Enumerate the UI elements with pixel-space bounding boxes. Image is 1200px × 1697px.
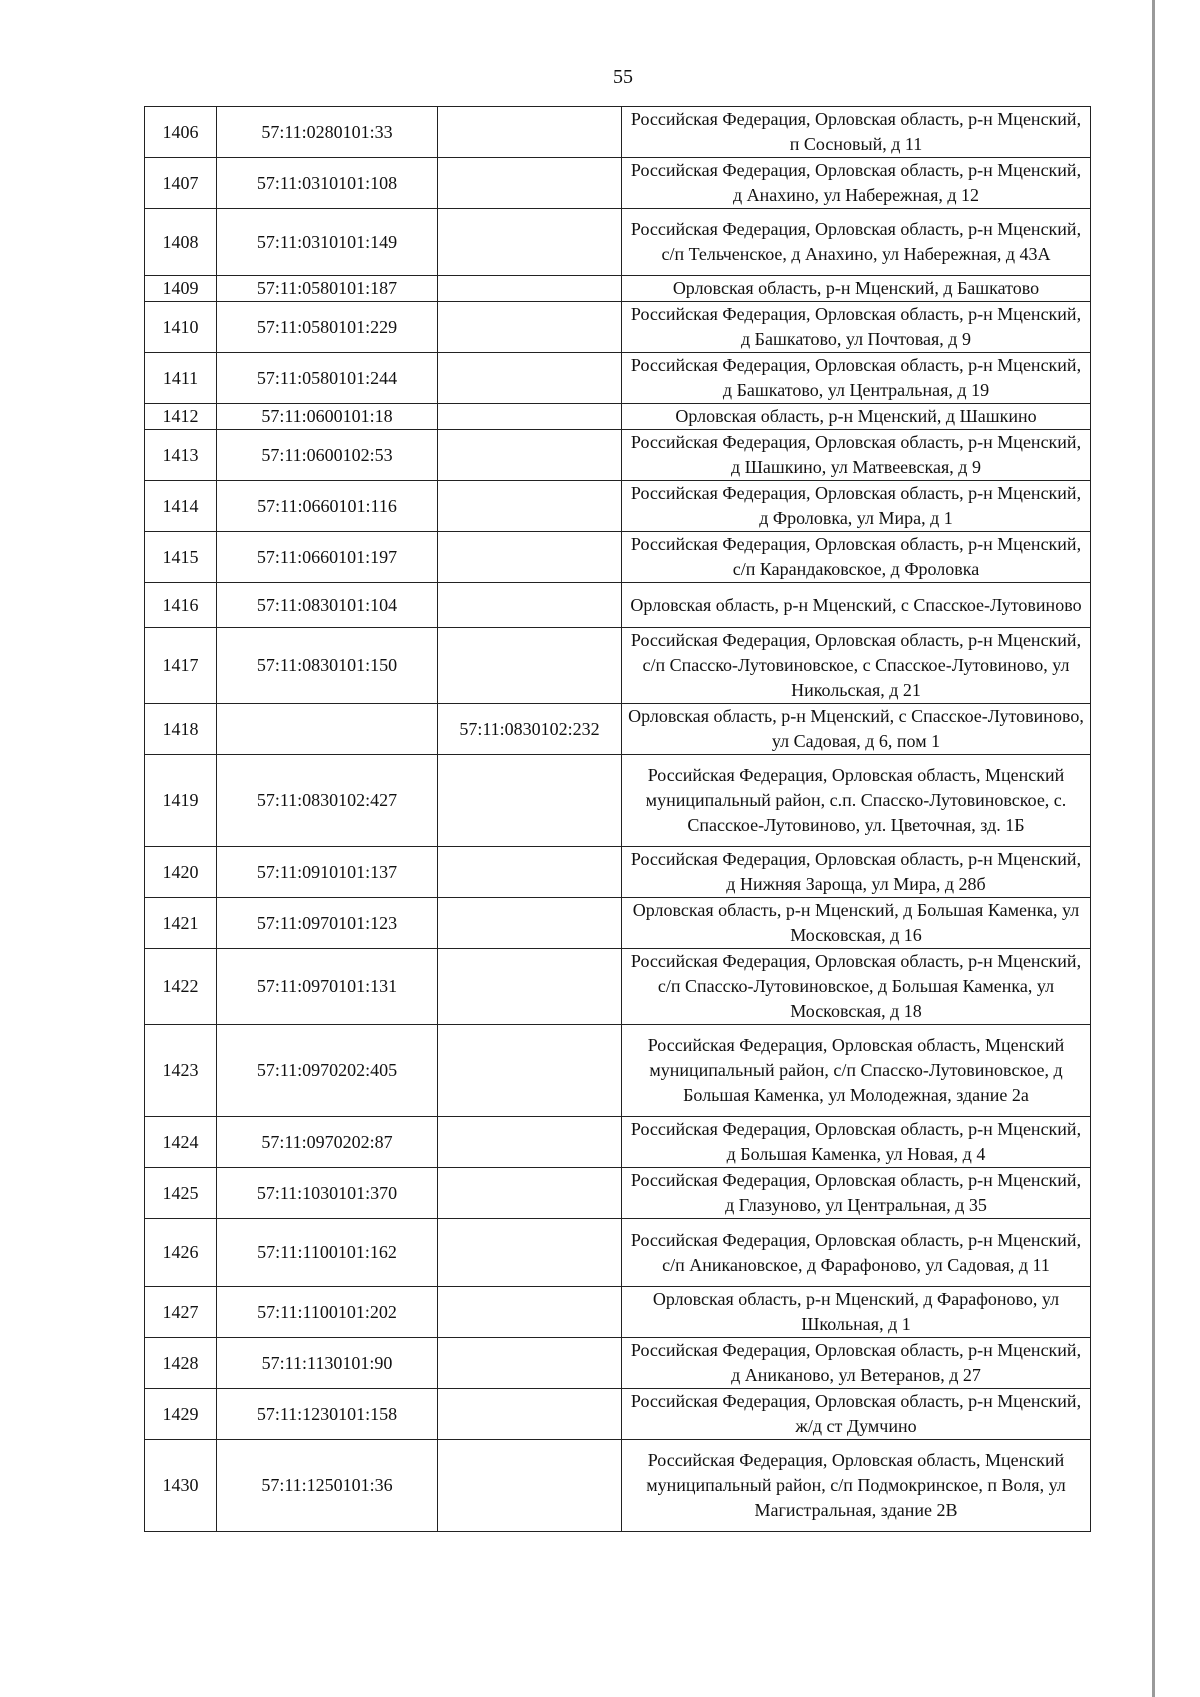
- address-cell: Российская Федерация, Орловская область, р-н Мценский, с/п Тельченское, д Анахино, ул Набережная, д 43А: [622, 209, 1091, 276]
- row-number-cell: 1429: [145, 1389, 217, 1440]
- address-cell: Российская Федерация, Орловская область, р-н Мценский, д Анахино, ул Набережная, д 12: [622, 158, 1091, 209]
- premises-cadastral-number-cell: [438, 583, 622, 628]
- registry-table: [144, 106, 1091, 1532]
- premises-cadastral-number-cell: [438, 209, 622, 276]
- table-row: [145, 107, 1091, 158]
- address-cell: Российская Федерация, Орловская область, р-н Мценский, д Нижняя Зароща, ул Мира, д 28б: [622, 847, 1091, 898]
- table-row: [145, 949, 1091, 1025]
- row-number-cell: 1430: [145, 1440, 217, 1532]
- row-number-cell: 1425: [145, 1168, 217, 1219]
- premises-cadastral-number-cell: [438, 404, 622, 430]
- row-number-cell: 1421: [145, 898, 217, 949]
- cadastral-number-cell: 57:11:0970202:87: [217, 1117, 438, 1168]
- row-number-cell: 1411: [145, 353, 217, 404]
- cadastral-number-cell: 57:11:1130101:90: [217, 1338, 438, 1389]
- premises-cadastral-number-cell: [438, 1338, 622, 1389]
- address-cell: Российская Федерация, Орловская область, р-н Мценский, д Башкатово, ул Почтовая, д 9: [622, 302, 1091, 353]
- table-row: [145, 430, 1091, 481]
- table-row: [145, 353, 1091, 404]
- row-number-cell: 1420: [145, 847, 217, 898]
- cadastral-number-cell: 57:11:0580101:229: [217, 302, 438, 353]
- premises-cadastral-number-cell: [438, 898, 622, 949]
- table-row: [145, 1287, 1091, 1338]
- cadastral-number-cell: 57:11:0280101:33: [217, 107, 438, 158]
- row-number-cell: 1410: [145, 302, 217, 353]
- address-cell: Орловская область, р-н Мценский, с Спасское-Лутовиново: [622, 583, 1091, 628]
- address-cell: Российская Федерация, Орловская область, р-н Мценский, д Глазуново, ул Центральная, д 35: [622, 1168, 1091, 1219]
- cadastral-number-cell: 57:11:0310101:149: [217, 209, 438, 276]
- table-row: [145, 583, 1091, 628]
- address-cell: Российская Федерация, Орловская область, р-н Мценский, д Башкатово, ул Центральная, д 19: [622, 353, 1091, 404]
- premises-cadastral-number-cell: [438, 481, 622, 532]
- premises-cadastral-number-cell: [438, 302, 622, 353]
- cadastral-number-cell: 57:11:0970101:123: [217, 898, 438, 949]
- row-number-cell: 1422: [145, 949, 217, 1025]
- table-row: [145, 847, 1091, 898]
- premises-cadastral-number-cell: [438, 353, 622, 404]
- address-cell: Российская Федерация, Орловская область, р-н Мценский, д Шашкино, ул Матвеевская, д 9: [622, 430, 1091, 481]
- cadastral-number-cell: 57:11:1100101:202: [217, 1287, 438, 1338]
- premises-cadastral-number-cell: [438, 158, 622, 209]
- address-cell: Российская Федерация, Орловская область, р-н Мценский, д Аниканово, ул Ветеранов, д 27: [622, 1338, 1091, 1389]
- row-number-cell: 1428: [145, 1338, 217, 1389]
- table-row: [145, 481, 1091, 532]
- address-cell: Российская Федерация, Орловская область, р-н Мценский, с/п Аникановское, д Фарафоново, ул Садовая, д 11: [622, 1219, 1091, 1287]
- address-cell: Российская Федерация, Орловская область, Мценский муниципальный район, с/п Подмокринское, п Воля, ул Магистральная, здание 2В: [622, 1440, 1091, 1532]
- row-number-cell: 1417: [145, 628, 217, 704]
- page-number: 55: [613, 66, 633, 88]
- cadastral-number-cell: 57:11:0600102:53: [217, 430, 438, 481]
- row-number-cell: 1416: [145, 583, 217, 628]
- cadastral-number-cell: 57:11:0910101:137: [217, 847, 438, 898]
- cadastral-number-cell: 57:11:0580101:187: [217, 276, 438, 302]
- premises-cadastral-number-cell: [438, 1389, 622, 1440]
- cadastral-number-cell: 57:11:0600101:18: [217, 404, 438, 430]
- table-row: [145, 1117, 1091, 1168]
- premises-cadastral-number-cell: [438, 847, 622, 898]
- premises-cadastral-number-cell: [438, 1117, 622, 1168]
- cadastral-number-cell: 57:11:1230101:158: [217, 1389, 438, 1440]
- premises-cadastral-number-cell: [438, 1168, 622, 1219]
- cadastral-number-cell: 57:11:1030101:370: [217, 1168, 438, 1219]
- address-cell: Орловская область, р-н Мценский, д Большая Каменка, ул Московская, д 16: [622, 898, 1091, 949]
- cadastral-number-cell: 57:11:0310101:108: [217, 158, 438, 209]
- cadastral-number-cell: [217, 704, 438, 755]
- row-number-cell: 1408: [145, 209, 217, 276]
- cadastral-number-cell: 57:11:0970202:405: [217, 1025, 438, 1117]
- premises-cadastral-number-cell: [438, 1025, 622, 1117]
- row-number-cell: 1419: [145, 755, 217, 847]
- cadastral-number-cell: 57:11:0830101:104: [217, 583, 438, 628]
- premises-cadastral-number-cell: [438, 628, 622, 704]
- premises-cadastral-number-cell: [438, 107, 622, 158]
- table-row: [145, 404, 1091, 430]
- row-number-cell: 1424: [145, 1117, 217, 1168]
- table-row: [145, 1219, 1091, 1287]
- row-number-cell: 1406: [145, 107, 217, 158]
- table-row: [145, 1389, 1091, 1440]
- cadastral-number-cell: 57:11:1250101:36: [217, 1440, 438, 1532]
- premises-cadastral-number-cell: [438, 276, 622, 302]
- address-cell: Российская Федерация, Орловская область, р-н Мценский, д Фроловка, ул Мира, д 1: [622, 481, 1091, 532]
- address-cell: Российская Федерация, Орловская область, р-н Мценский, с/п Спасско-Лутовиновское, с Спасское-Лутовиново, ул Никольская, д 21: [622, 628, 1091, 704]
- premises-cadastral-number-cell: 57:11:0830102:232: [438, 704, 622, 755]
- premises-cadastral-number-cell: [438, 755, 622, 847]
- table-row: [145, 1025, 1091, 1117]
- row-number-cell: 1423: [145, 1025, 217, 1117]
- premises-cadastral-number-cell: [438, 430, 622, 481]
- row-number-cell: 1426: [145, 1219, 217, 1287]
- address-cell: Орловская область, р-н Мценский, д Фарафоново, ул Школьная, д 1: [622, 1287, 1091, 1338]
- premises-cadastral-number-cell: [438, 949, 622, 1025]
- address-cell: Российская Федерация, Орловская область, р-н Мценский, п Сосновый, д 11: [622, 107, 1091, 158]
- row-number-cell: 1407: [145, 158, 217, 209]
- cadastral-number-cell: 57:11:0970101:131: [217, 949, 438, 1025]
- table-row: [145, 1168, 1091, 1219]
- address-cell: Российская Федерация, Орловская область, Мценский муниципальный район, с.п. Спасско-Лутовиновское, с. Спасское-Лутовиново, ул. Цветочная, зд. 1Б: [622, 755, 1091, 847]
- table-row: [145, 628, 1091, 704]
- cadastral-number-cell: 57:11:1100101:162: [217, 1219, 438, 1287]
- address-cell: Орловская область, р-н Мценский, д Башкатово: [622, 276, 1091, 302]
- row-number-cell: 1414: [145, 481, 217, 532]
- row-number-cell: 1427: [145, 1287, 217, 1338]
- table-row: [145, 158, 1091, 209]
- table-row: [145, 1440, 1091, 1532]
- table-row: [145, 755, 1091, 847]
- row-number-cell: 1412: [145, 404, 217, 430]
- table-row: [145, 532, 1091, 583]
- scan-edge-line: [1152, 0, 1155, 1697]
- premises-cadastral-number-cell: [438, 1287, 622, 1338]
- table-row: [145, 1338, 1091, 1389]
- cadastral-number-cell: 57:11:0660101:116: [217, 481, 438, 532]
- cadastral-number-cell: 57:11:0660101:197: [217, 532, 438, 583]
- cadastral-number-cell: 57:11:0830102:427: [217, 755, 438, 847]
- registry-table-body: [145, 107, 1091, 1532]
- row-number-cell: 1409: [145, 276, 217, 302]
- address-cell: Российская Федерация, Орловская область, р-н Мценский, с/п Спасско-Лутовиновское, д Большая Каменка, ул Московская, д 18: [622, 949, 1091, 1025]
- table-row: [145, 704, 1091, 755]
- cadastral-number-cell: 57:11:0830101:150: [217, 628, 438, 704]
- table-row: [145, 302, 1091, 353]
- premises-cadastral-number-cell: [438, 1219, 622, 1287]
- address-cell: Российская Федерация, Орловская область, р-н Мценский, с/п Карандаковское, д Фроловка: [622, 532, 1091, 583]
- row-number-cell: 1413: [145, 430, 217, 481]
- address-cell: Российская Федерация, Орловская область, р-н Мценский, ж/д ст Думчино: [622, 1389, 1091, 1440]
- row-number-cell: 1415: [145, 532, 217, 583]
- table-row: [145, 209, 1091, 276]
- address-cell: Российская Федерация, Орловская область, р-н Мценский, д Большая Каменка, ул Новая, д 4: [622, 1117, 1091, 1168]
- premises-cadastral-number-cell: [438, 532, 622, 583]
- table-row: [145, 898, 1091, 949]
- address-cell: Орловская область, р-н Мценский, с Спасское-Лутовиново, ул Садовая, д 6, пом 1: [622, 704, 1091, 755]
- table-row: [145, 276, 1091, 302]
- cadastral-number-cell: 57:11:0580101:244: [217, 353, 438, 404]
- row-number-cell: 1418: [145, 704, 217, 755]
- premises-cadastral-number-cell: [438, 1440, 622, 1532]
- address-cell: Орловская область, р-н Мценский, д Шашкино: [622, 404, 1091, 430]
- address-cell: Российская Федерация, Орловская область, Мценский муниципальный район, с/п Спасско-Лутовиновское, д Большая Каменка, ул Молодежная, здание 2а: [622, 1025, 1091, 1117]
